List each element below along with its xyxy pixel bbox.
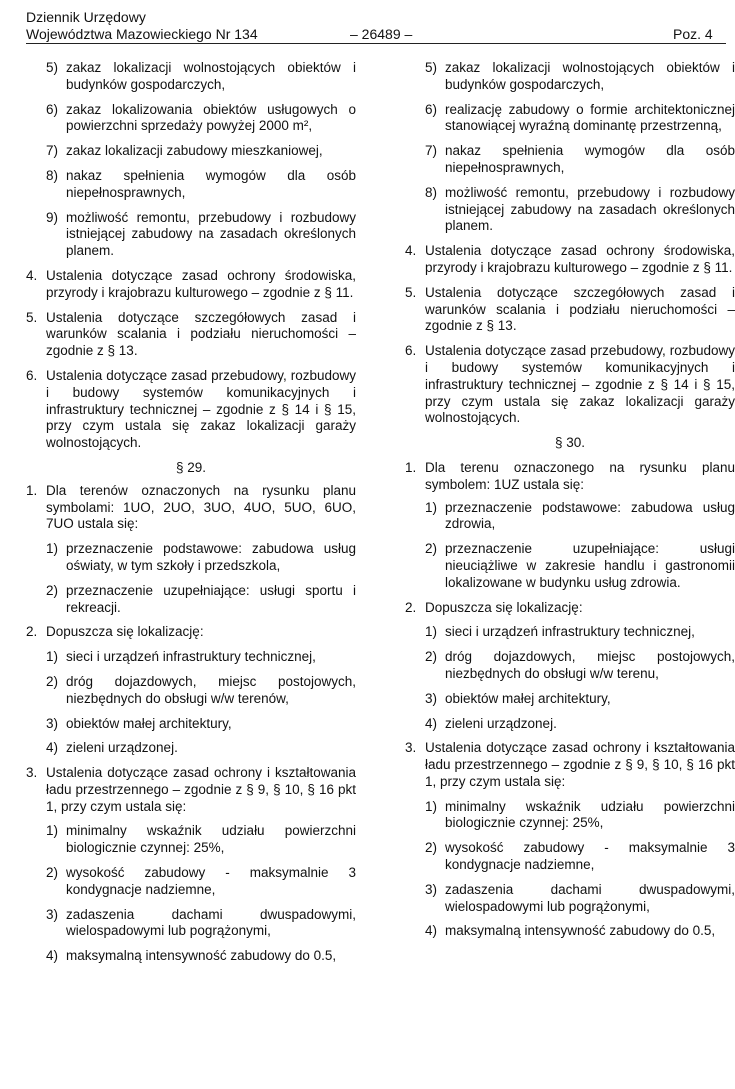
item-number: 8) [46,167,59,183]
paragraph [405,285,735,335]
list-item [26,210,356,260]
list-item [26,740,356,757]
list-item [26,102,356,136]
section-heading: § 29. [175,459,207,475]
item-number: 3. [26,765,38,781]
list-item [405,923,735,940]
section-heading: § 30. [554,435,586,451]
item-number: 7) [425,143,438,159]
item-text: realizację zabudowy o formie architektonicznej stanowiącej wyraźną dominantę przestrzenną, [445,101,735,134]
paragraph [405,243,735,277]
item-number: 2. [405,599,417,615]
item-text: Ustalenia dotyczące zasad ochrony i kształtowania ładu przestrzennego – zgodnie z § 9, § 10, § 16 pkt 1, przy czym ustala się: [425,740,735,789]
item-number: 5. [405,284,417,300]
page-header [26,9,726,44]
list-item [26,948,356,965]
item-text: przeznaczenie podstawowe: zabudowa usług oświaty, w tym szkoły i przedszkola, [66,541,356,573]
item-text: przeznaczenie uzupełniające: usługi sportu i rekreacji. [66,582,356,615]
item-text: zakaz lokalizacji wolnostojących obiektów i budynków gospodarczych, [445,60,735,92]
paragraph [26,310,356,360]
paragraph [405,600,735,617]
item-text: Ustalenia dotyczące zasad przebudowy, rozbudowy i budowy systemów komunikacyjnych i infrastruktury technicznej – zgodnie z § 14 i § 15, przy czym ustala się zakaz lokalizacji garaży wolnostojących. [425,343,735,426]
list-item [405,541,735,591]
item-number: 4) [46,740,59,756]
item-number: 1. [405,459,417,475]
list-item [26,583,356,617]
list-item [405,624,735,641]
item-number: 4) [425,923,438,939]
item-number: 3. [405,740,417,756]
list-item [26,649,356,666]
list-item [26,907,356,941]
publication-name: Województwa Mazowieckiego Nr 134 [26,26,258,42]
item-number: 2) [425,649,438,665]
position-number: Poz. 4 [673,26,713,42]
item-number: 5. [26,309,38,325]
item-text: maksymalną intensywność zabudowy do 0.5, [445,923,716,939]
item-text: minimalny wskaźnik udziału powierzchni biologicznie czynnej: 25%, [66,823,356,856]
list-item [405,143,735,177]
list-item [26,823,356,857]
item-text: nakaz spełnienia wymogów dla osób niepełnosprawnych, [66,167,356,200]
list-item [405,649,735,683]
item-number: 2. [26,624,38,640]
left-column [26,60,356,965]
paragraph [26,624,356,641]
item-text: przeznaczenie podstawowe: zabudowa usług zdrowia, [445,499,735,532]
item-number: 3) [46,906,59,922]
item-number: 3) [425,690,438,706]
list-item [405,799,735,833]
item-number: 6. [405,343,417,359]
item-text: dróg dojazdowych, miejsc postojowych, niezbędnych do obsługi w/w terenu, [445,649,735,681]
paragraph [405,343,735,427]
item-text: dróg dojazdowych, miejsc postojowych, niezbędnych do obsługi w/w terenów, [66,673,356,706]
item-text: Ustalenia dotyczące szczegółowych zasad i warunków scalania i podziału nieruchomości – zgodnie z § 13. [425,284,735,334]
item-number: 6. [26,367,38,383]
item-text: minimalny wskaźnik udziału powierzchni biologicznie czynnej: 25%, [445,798,735,831]
item-text: zakaz lokalizacji zabudowy mieszkaniowej, [66,143,323,159]
item-number: 7) [46,143,59,159]
item-number: 8) [425,184,438,200]
list-item [405,185,735,235]
item-number: 6) [425,101,438,117]
item-text: Dla terenu oznaczonego na rysunku planu symbolem: 1UZ ustala się: [425,459,735,492]
item-text: zieleni urządzonej. [445,715,557,731]
list-item [405,500,735,534]
item-number: 4) [425,715,438,731]
list-item [405,691,735,708]
item-text: obiektów małej architektury, [66,715,232,731]
item-number: 1. [26,482,38,498]
list-item [405,840,735,874]
item-text: możliwość remontu, przebudowy i rozbudowy istniejącej zabudowy na zasadach określonych planem. [66,209,356,259]
item-text: Ustalenia dotyczące zasad ochrony środowiska, przyrody i krajobrazu kulturowego – zgodnie z § 11. [425,243,735,275]
item-text: maksymalną intensywność zabudowy do 0.5, [66,948,337,964]
item-text: Dla terenów oznaczonych na rysunku planu symbolami: 1UO, 2UO, 3UO, 4UO, 5UO, 6UO, 7UO ustala się: [46,482,356,532]
paragraph [26,268,356,302]
item-number: 1) [425,499,438,515]
item-text: sieci i urządzeń infrastruktury technicznej, [66,649,316,665]
item-text: zadaszenia dachami dwuspadowymi, wielospadowymi lub pogrążonymi, [66,906,356,939]
item-text: zieleni urządzonej. [66,740,178,756]
item-number: 1) [425,798,438,814]
item-number: 2) [425,541,438,557]
item-number: 4. [405,243,417,259]
item-text: Ustalenia dotyczące szczegółowych zasad i warunków scalania i podziału nieruchomości – zgodnie z § 13. [46,309,356,359]
list-item [26,541,356,575]
item-text: Ustalenia dotyczące zasad ochrony i kształtowania ładu przestrzennego – zgodnie z § 9, § 10, § 16 pkt 1, przy czym ustala się: [46,765,356,814]
item-number: 3) [425,881,438,897]
item-text: Ustalenia dotyczące zasad przebudowy, rozbudowy i budowy systemów komunikacyjnych i infrastruktury technicznej – zgodnie z § 14 i § 15, przy czym ustala się zakaz lokalizacji garaży wolnostojących. [46,367,356,451]
item-number: 1) [425,624,438,640]
list-item [26,143,356,160]
item-text: wysokość zabudowy - maksymalnie 3 kondygnacje nadziemne, [445,840,735,873]
list-item [405,60,735,94]
item-text: Dopuszcza się lokalizację: [46,624,204,640]
item-text: zadaszenia dachami dwuspadowymi, wielospadowymi lub pogrążonymi, [445,881,735,914]
item-number: 4) [46,948,59,964]
right-column [405,60,735,940]
item-number: 5) [425,60,438,75]
item-number: 2) [46,673,59,689]
item-text: Dopuszcza się lokalizację: [425,599,583,615]
item-number: 6) [46,101,59,117]
list-item [26,674,356,708]
header-row [26,26,726,44]
paragraph [405,460,735,494]
paragraph [405,740,735,790]
list-item [405,716,735,733]
list-item [26,168,356,202]
item-number: 9) [46,209,59,225]
list-item [26,865,356,899]
item-number: 2) [46,582,59,598]
item-text: zakaz lokalizowania obiektów usługowych o powierzchni sprzedaży powyżej 2000 m², [66,101,356,134]
paragraph [26,765,356,815]
list-item [26,716,356,733]
page-number: – 26489 – [350,26,413,42]
item-text: nakaz spełnienia wymogów dla osób niepełnosprawnych, [445,143,735,175]
list-item [405,882,735,916]
item-number: 1) [46,823,59,839]
item-text: zakaz lokalizacji wolnostojących obiektów i budynków gospodarczych, [66,60,356,92]
list-item [405,102,735,136]
item-text: Ustalenia dotyczące zasad ochrony środowiska, przyrody i krajobrazu kulturowego – zgodnie z § 11. [46,267,356,300]
item-number: 3) [46,715,59,731]
list-item [26,60,356,94]
paragraph [26,368,356,452]
item-number: 5) [46,60,59,75]
item-number: 4. [26,267,38,283]
item-text: możliwość remontu, przebudowy i rozbudowy istniejącej zabudowy na zasadach określonych planem. [445,184,735,234]
item-text: obiektów małej architektury, [445,690,611,706]
paragraph [26,483,356,533]
item-number: 1) [46,649,59,665]
item-text: przeznaczenie uzupełniające: usługi nieuciążliwe w zakresie handlu i gastronomii lokalizowane w budynku usług zdrowia. [445,541,735,590]
item-text: wysokość zabudowy - maksymalnie 3 kondygnacje nadziemne, [66,865,356,897]
item-number: 2) [425,840,438,856]
journal-title: Dziennik Urzędowy [26,9,146,25]
item-text: sieci i urządzeń infrastruktury technicznej, [445,624,695,640]
item-number: 1) [46,541,59,557]
item-number: 2) [46,865,59,881]
